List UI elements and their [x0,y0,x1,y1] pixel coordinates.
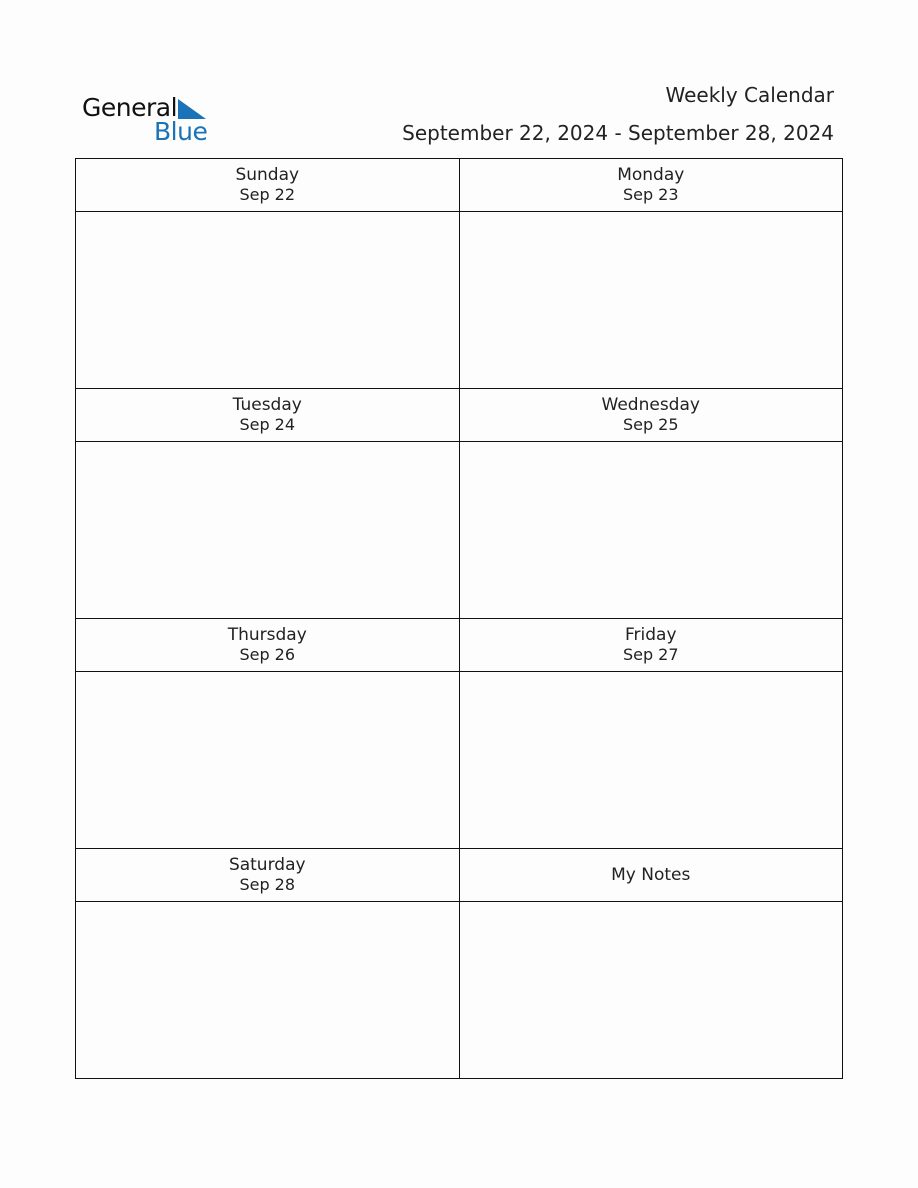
day-cell-friday[interactable] [459,672,843,849]
day-name: Thursday [227,625,307,645]
day-date: Sep 25 [622,415,679,434]
weekly-calendar-grid [75,158,843,1079]
day-header-monday [459,159,843,212]
day-header-sunday [76,159,460,212]
day-header-thursday [76,619,460,672]
logo-triangle-icon [178,99,206,119]
day-header-wednesday [459,389,843,442]
day-cell-saturday[interactable] [76,902,460,1079]
day-date: Sep 24 [239,415,296,434]
day-name: Monday [617,165,685,185]
day-header-friday [459,619,843,672]
notes-header [459,849,843,902]
notes-cell[interactable] [459,902,843,1079]
day-cell-tuesday[interactable] [76,442,460,619]
day-cell-thursday[interactable] [76,672,460,849]
day-cell-wednesday[interactable] [459,442,843,619]
logo-text-general: General [82,93,178,122]
day-name: Friday [624,625,677,645]
date-range: September 22, 2024 - September 28, 2024 [402,121,834,145]
day-date: Sep 26 [239,645,296,664]
day-name: Tuesday [232,395,302,415]
day-date: Sep 28 [239,875,296,894]
day-cell-sunday[interactable] [76,212,460,389]
day-header-tuesday [76,389,460,442]
day-name: Wednesday [601,395,700,415]
logo-text-blue: Blue [154,117,208,146]
day-name: Sunday [235,165,300,185]
notes-label: My Notes [611,865,691,885]
day-date: Sep 23 [622,185,679,204]
day-name: Saturday [228,855,306,875]
logo [82,93,212,146]
day-cell-monday[interactable] [459,212,843,389]
day-date: Sep 22 [239,185,296,204]
day-header-saturday [76,849,460,902]
day-date: Sep 27 [622,645,679,664]
page-title: Weekly Calendar [665,83,834,107]
